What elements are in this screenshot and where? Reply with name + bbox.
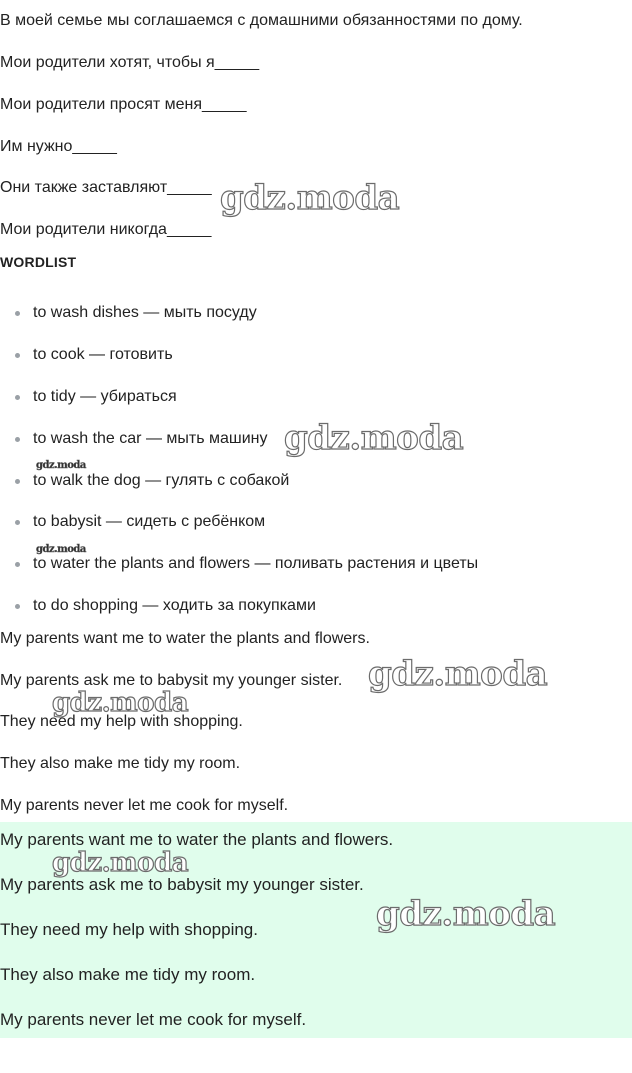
watermark: gdz.moda — [284, 418, 464, 458]
bullet-icon — [15, 311, 20, 316]
watermark: gdz.moda — [52, 688, 189, 718]
bullet-icon — [15, 604, 20, 609]
english-line-5: My parents never let me cook for myself. — [0, 797, 289, 814]
wordlist-item: to do shopping — ходить за покупками — [33, 597, 316, 614]
wordlist-item: to cook — готовить — [33, 346, 173, 363]
answer-line-4: They also make me tidy my room. — [0, 965, 256, 984]
task-line-4: Они также заставляют_____ — [0, 179, 212, 196]
wordlist-heading: WORDLIST — [0, 254, 77, 270]
english-line-2: My parents ask me to babysit my younger sister. — [0, 672, 343, 689]
english-line-1: My parents want me to water the plants and flowers. — [0, 630, 370, 647]
wordlist-item: to wash the car — мыть машину — [33, 430, 268, 447]
bullet-icon — [15, 437, 20, 442]
bullet-icon — [15, 395, 20, 400]
watermark: gdz.moda — [36, 460, 86, 471]
english-line-4: They also make me tidy my room. — [0, 755, 241, 772]
watermark: gdz.moda — [376, 894, 556, 934]
answer-line-5: My parents never let me cook for myself. — [0, 1010, 307, 1029]
watermark: gdz.moda — [368, 654, 548, 694]
bullet-icon — [15, 353, 20, 358]
wordlist-item: to tidy — убираться — [33, 388, 177, 405]
wordlist-item: to babysit — сидеть с ребёнком — [33, 513, 266, 530]
bullet-icon — [15, 479, 20, 484]
watermark: gdz.moda — [52, 848, 189, 878]
answer-line-3: They need my help with shopping. — [0, 920, 258, 939]
task-line-5: Мои родители никогда_____ — [0, 221, 212, 238]
watermark: gdz.moda — [36, 544, 86, 555]
bullet-icon — [15, 562, 20, 567]
task-line-1: Мои родители хотят, чтобы я_____ — [0, 54, 260, 71]
wordlist-item: to water the plants and flowers — поливать растения и цветы — [33, 555, 479, 572]
task-line-2: Мои родители просят меня_____ — [0, 96, 247, 113]
watermark: gdz.moda — [220, 178, 400, 218]
bullet-icon — [15, 520, 20, 525]
english-line-3: They need my help with shopping. — [0, 713, 243, 730]
answer-line-1: My parents want me to water the plants and flowers. — [0, 830, 394, 849]
wordlist-item: to wash dishes — мыть посуду — [33, 304, 257, 321]
task-line-3: Им нужно_____ — [0, 138, 117, 155]
answer-line-2: My parents ask me to babysit my younger sister. — [0, 875, 364, 894]
wordlist-item: to walk the dog — гулять с собакой — [33, 472, 290, 489]
task-line-intro: В моей семье мы соглашаемся с домашними обязанностями по дому. — [0, 12, 523, 29]
